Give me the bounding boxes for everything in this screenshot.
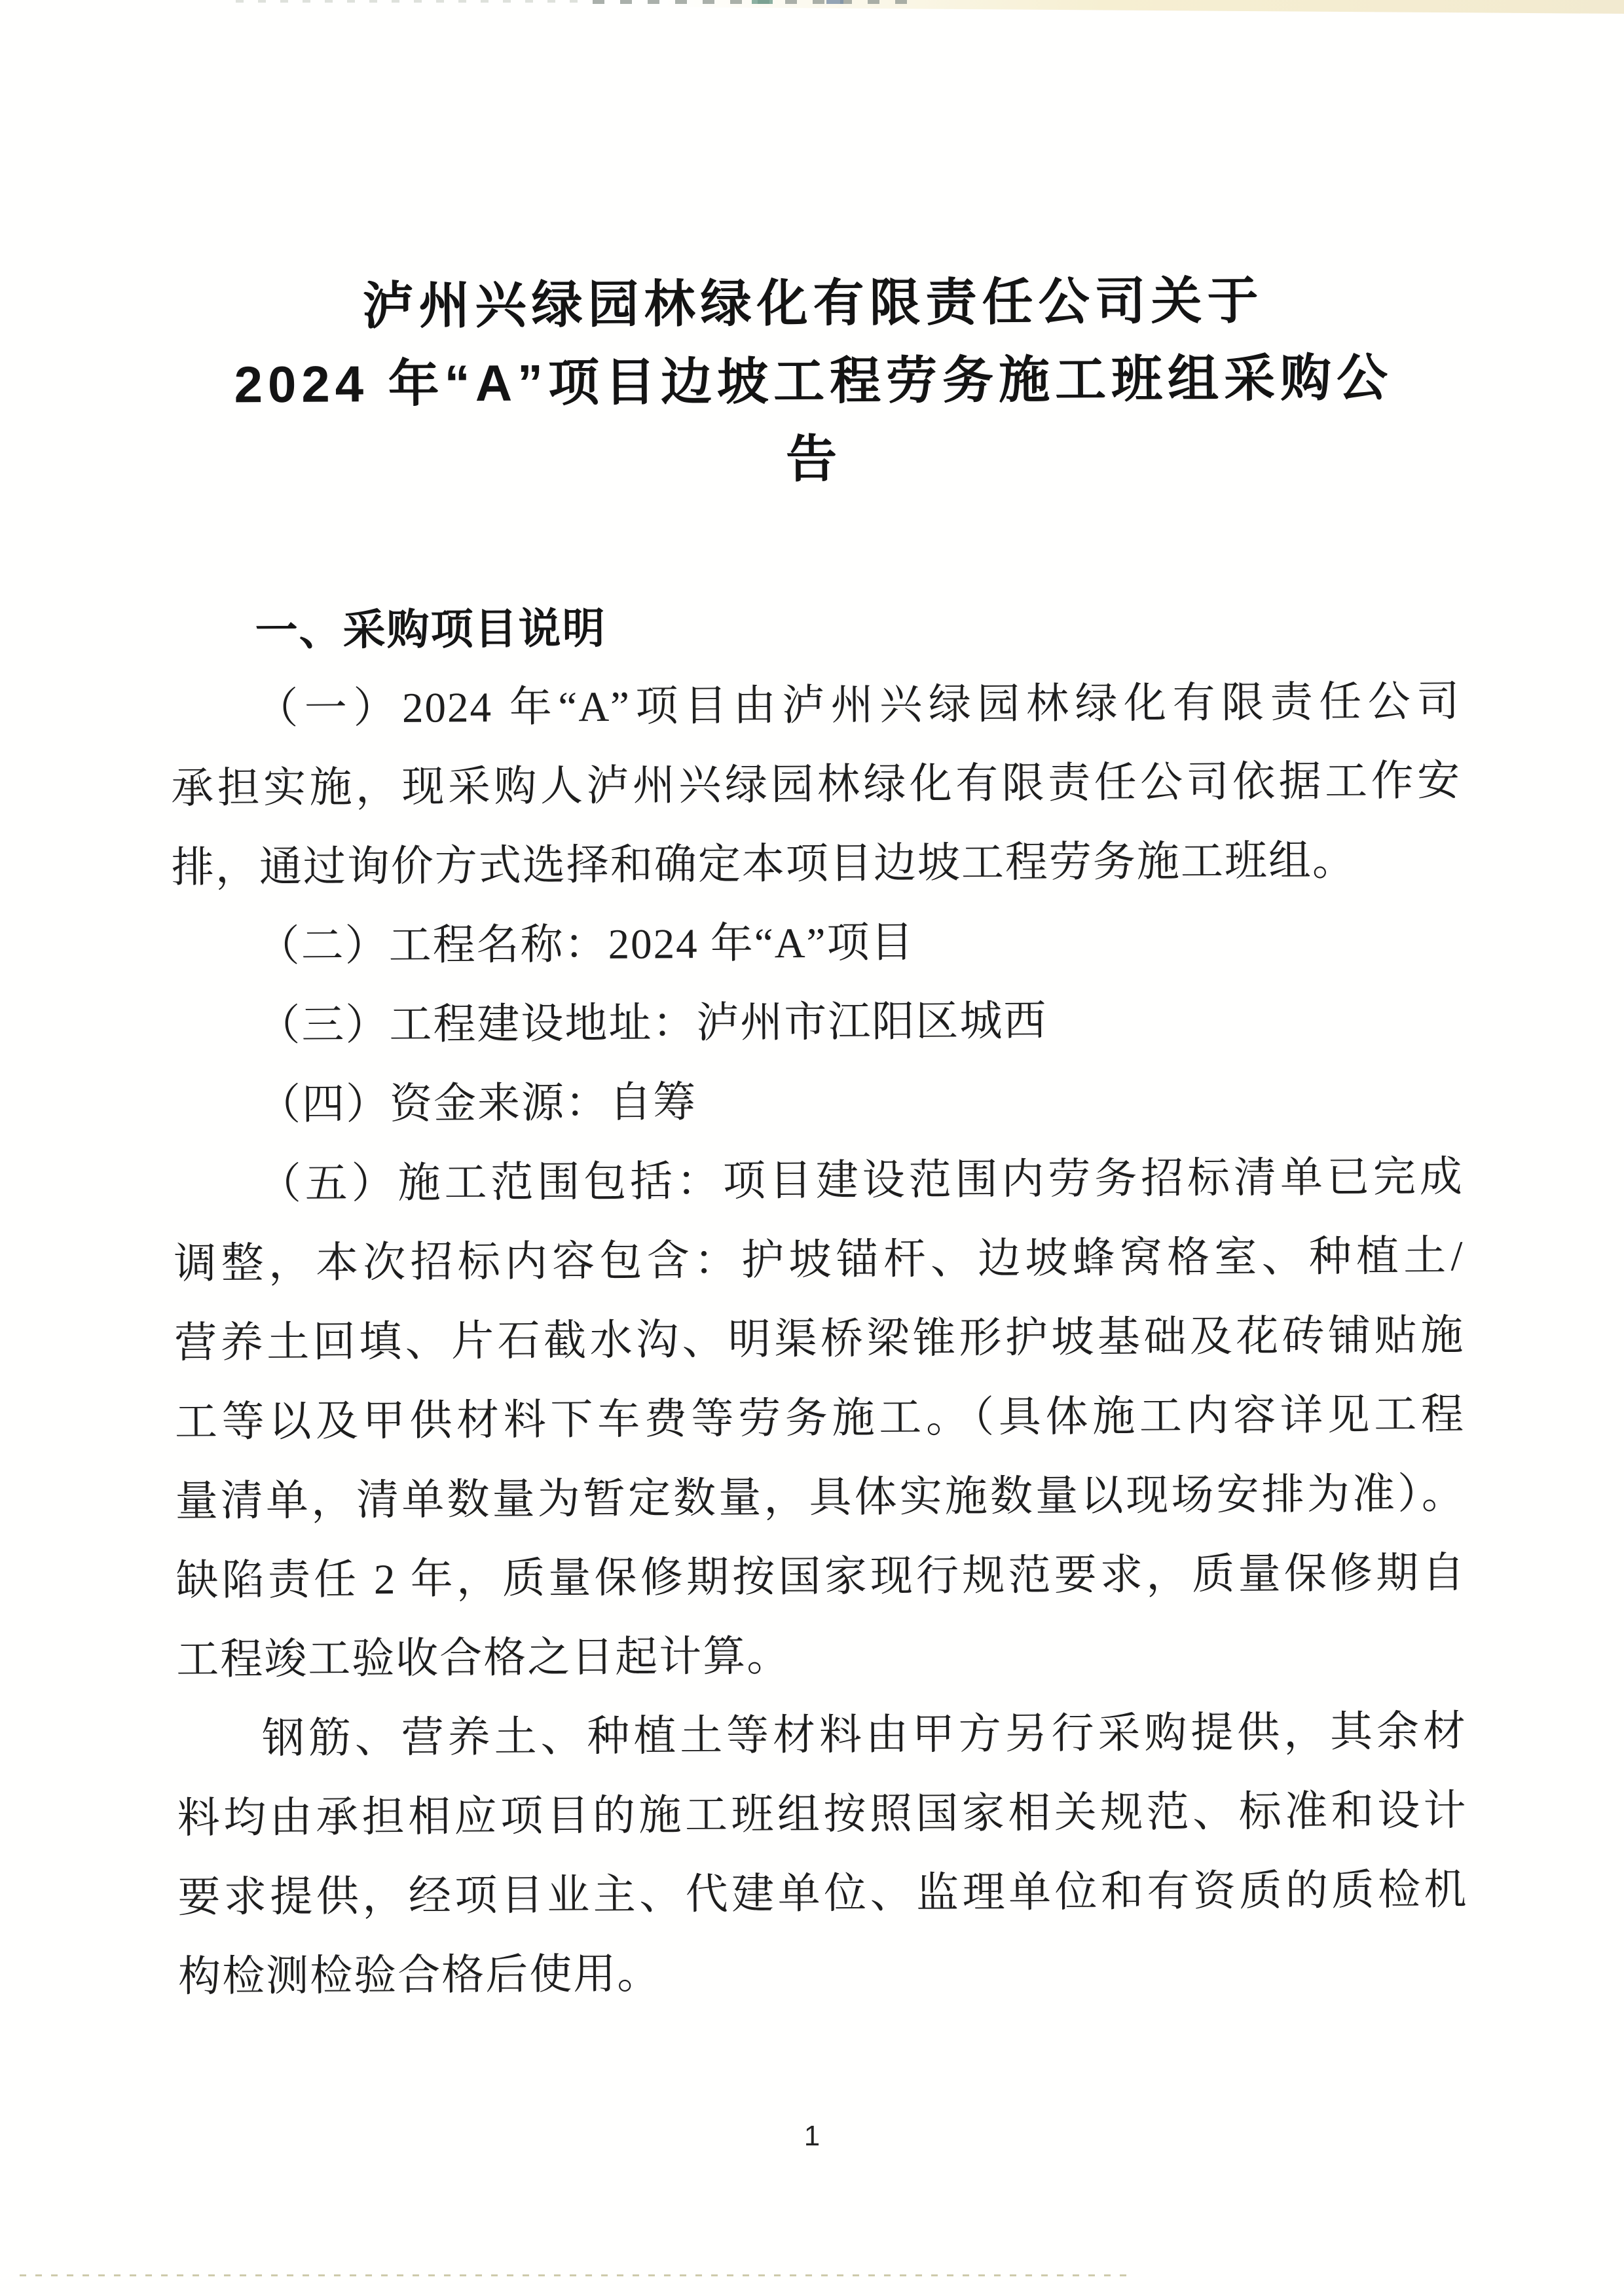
paragraph-line: 工程竣工验收合格之日起计算。 [176, 1633, 791, 1684]
document-content [166, 0, 1469, 2017]
paragraph-line: （四）资金来源：自筹 [257, 1079, 697, 1129]
paragraph-line: 缺陷责任 2 年，质量保修期按国家现行规范要求，质量保修期自 [175, 1549, 1466, 1605]
paragraph-line: 要求提供，经项目业主、代建单位、监理单位和有资质的质检机 [177, 1866, 1468, 1922]
paragraph-line: 排，通过询价方式选择和确定本项目边坡工程劳务施工班组。 [171, 837, 1357, 892]
paragraph-line: （三）工程建设地址：泸州市江阳区城西 [257, 997, 1048, 1050]
page-number: 1 [803, 2120, 821, 2152]
document-title-line-3: 告 [785, 429, 843, 488]
paragraph-line: 工等以及甲供材料下车费等劳务施工。（具体施工内容详见工程 [174, 1391, 1466, 1446]
paragraph-line: （五）施工范围包括：项目建设范围内劳务招标清单已完成 [258, 1153, 1464, 1209]
paragraph-line: （一）2024 年“A”项目由泸州兴绿园林绿化有限责任公司 [255, 678, 1461, 733]
section-heading: 一、采购项目说明 [255, 604, 606, 655]
scan-artifact-bottom-dots [20, 2274, 1133, 2276]
paragraph-line: 钢筋、营养土、种植土等材料由甲方另行采购提供，其余材 [261, 1707, 1467, 1763]
paragraph-line: （二）工程名称：2024 年“A”项目 [257, 919, 915, 971]
document-title [168, 261, 1459, 502]
document-title-line-1: 泸州兴绿园林绿化有限责任公司关于 [362, 271, 1264, 335]
paragraph-line: 承担实施，现采购人泸州兴绿园林绿化有限责任公司依据工作安 [170, 757, 1462, 812]
paragraph-line: 营养土回填、片石截水沟、明渠桥梁锥形护坡基础及花砖铺贴施 [174, 1311, 1465, 1367]
paragraph-line: 调整，本次招标内容包含：护坡锚杆、边坡蜂窝格室、种植土/ [174, 1232, 1464, 1288]
paragraph-line: 料均由承担相应项目的施工班组按照国家相关规范、标准和设计 [177, 1787, 1467, 1842]
document-title-line-2: 2024 年“A”项目边坡工程劳务施工班组采购公 [234, 348, 1393, 414]
paragraph-line: 量清单，清单数量为暂定数量，具体实施数量以现场安排为准）。 [175, 1470, 1466, 1525]
paragraph-line: 构检测检验合格后使用。 [177, 1950, 661, 2001]
document-body [170, 663, 1469, 2017]
